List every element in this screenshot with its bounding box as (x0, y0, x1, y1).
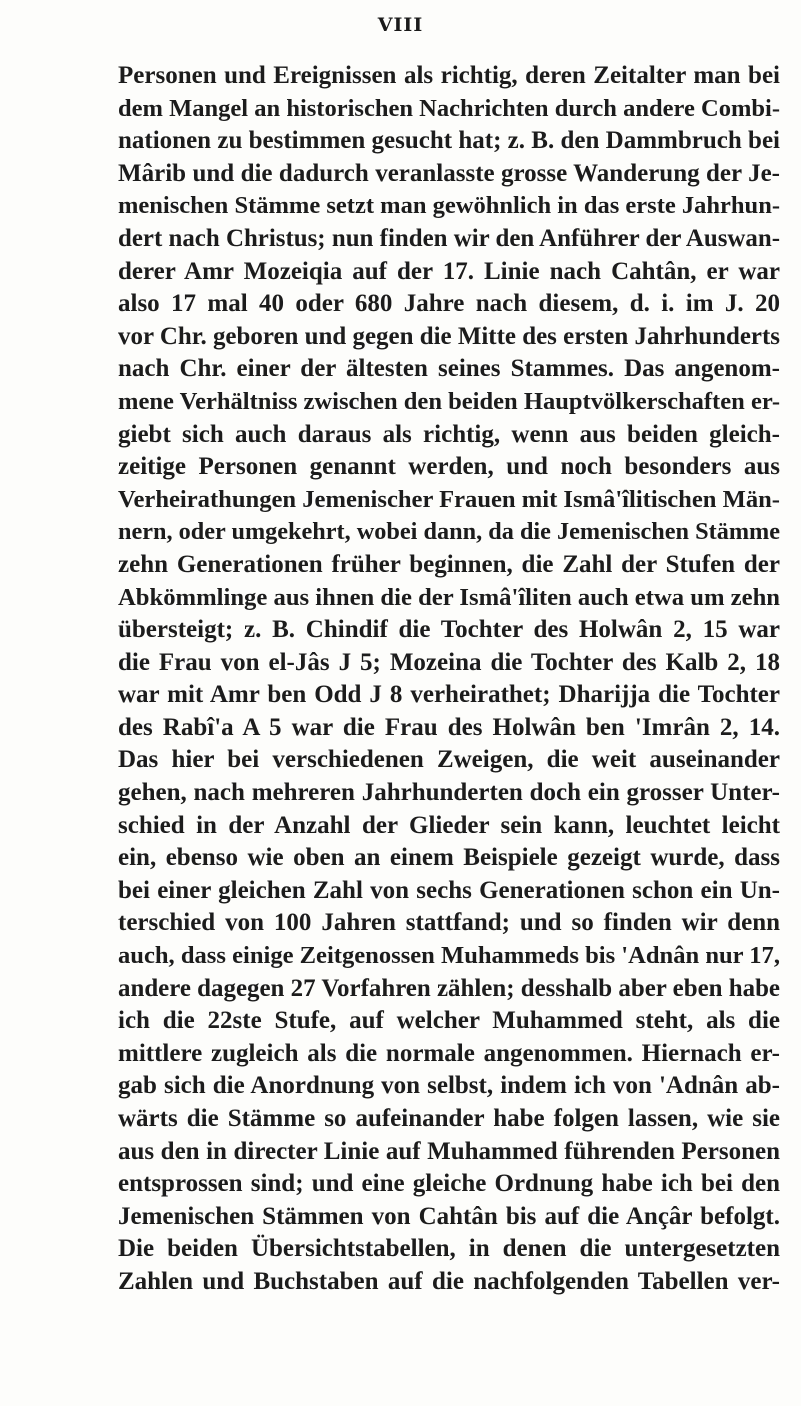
text-line: mittlere zugleich als die normale angenommen. Hiernach er- (118, 1039, 780, 1067)
text-line: also 17 mal 40 oder 680 Jahre nach diesem, d. i. im J. 20 (118, 290, 780, 318)
text-line: nach Chr. einer der ältesten seines Stammes. Das angenom- (118, 355, 780, 383)
text-line: vor Chr. geboren und gegen die Mitte des ersten Jahrhunderts (118, 322, 780, 350)
text-line: derer Amr Mozeiqia auf der 17. Linie nach Cahtân, er war (118, 257, 780, 285)
text-line: Das hier bei verschiedenen Zweigen, die weit auseinander (118, 746, 780, 774)
text-line: menischen Stämme setzt man gewöhnlich in das erste Jahrhun- (118, 192, 780, 220)
text-line: war mit Amr ben Odd J 8 verheirathet; Dharijja die Tochter (118, 681, 780, 709)
text-line: ich die 22ste Stufe, auf welcher Muhammed steht, als die (118, 1007, 780, 1035)
page-number: VIII (377, 14, 424, 36)
text-line: Verheirathungen Jemenischer Frauen mit Ismâ'îlitischen Män- (118, 485, 780, 513)
text-line: aus den in directer Linie auf Muhammed führenden Personen (118, 1137, 780, 1165)
text-line: zehn Generationen früher beginnen, die Zahl der Stufen der (118, 550, 780, 578)
text-line: andere dagegen 27 Vorfahren zählen; desshalb aber eben habe (118, 974, 780, 1002)
text-line: zeitige Personen genannt werden, und noch besonders aus (118, 453, 780, 481)
text-line: nationen zu bestimmen gesucht hat; z. B. den Dammbruch bei (118, 127, 780, 155)
text-line: dem Mangel an historischen Nachrichten durch andere Combi- (118, 94, 780, 122)
text-line: Mârib und die dadurch veranlasste grosse Wanderung der Je- (118, 159, 780, 187)
text-line: giebt sich auch daraus als richtig, wenn aus beiden gleich- (118, 420, 780, 448)
text-line: die Frau von el-Jâs J 5; Mozeina die Tochter des Kalb 2, 18 (118, 648, 780, 676)
text-line: des Rabî'a A 5 war die Frau des Holwân ben 'Imrân 2, 14. (118, 713, 780, 741)
text-line: Zahlen und Buchstaben auf die nachfolgenden Tabellen ver- (118, 1267, 780, 1295)
text-line: dert nach Christus; nun finden wir den Anführer der Auswan- (118, 224, 780, 252)
text-line: bei einer gleichen Zahl von sechs Generationen schon ein Un- (118, 876, 780, 904)
text-line: wärts die Stämme so aufeinander habe folgen lassen, wie sie (118, 1105, 780, 1132)
text-line: Die beiden Übersichtstabellen, in denen die untergesetzten (118, 1235, 780, 1263)
text-line: Abkömmlinge aus ihnen die der Ismâ'îliten auch etwa um zehn (118, 583, 780, 611)
text-line: gehen, nach mehreren Jahrhunderten doch ein grosser Unter- (118, 779, 780, 807)
text-line: Personen und Ereignissen als richtig, deren Zeitalter man bei (118, 62, 780, 89)
text-line: Jemenischen Stämmen von Cahtân bis auf die Ançâr befolgt. (118, 1202, 780, 1230)
text-line: ein, ebenso wie oben an einem Beispiele gezeigt wurde, dass (118, 844, 780, 872)
text-line: terschied von 100 Jahren stattfand; und so finden wir denn (118, 909, 780, 937)
text-line: übersteigt; z. B. Chindif die Tochter des Holwân 2, 15 war (118, 616, 780, 644)
text-line: schied in der Anzahl der Glieder sein kann, leuchtet leicht (118, 811, 780, 839)
text-line: nern, oder umgekehrt, wobei dann, da die Jemenischen Stämme (118, 518, 780, 546)
text-line: entsprossen sind; und eine gleiche Ordnung habe ich bei den (118, 1170, 780, 1198)
text-line: auch, dass einige Zeitgenossen Muhammeds bis 'Adnân nur 17, (118, 942, 780, 970)
body-text (118, 60, 780, 1299)
text-line: mene Verhältniss zwischen den beiden Hauptvölkerschaften er- (118, 387, 780, 415)
text-line: gab sich die Anordnung von selbst, indem ich von 'Adnân ab- (118, 1072, 780, 1100)
